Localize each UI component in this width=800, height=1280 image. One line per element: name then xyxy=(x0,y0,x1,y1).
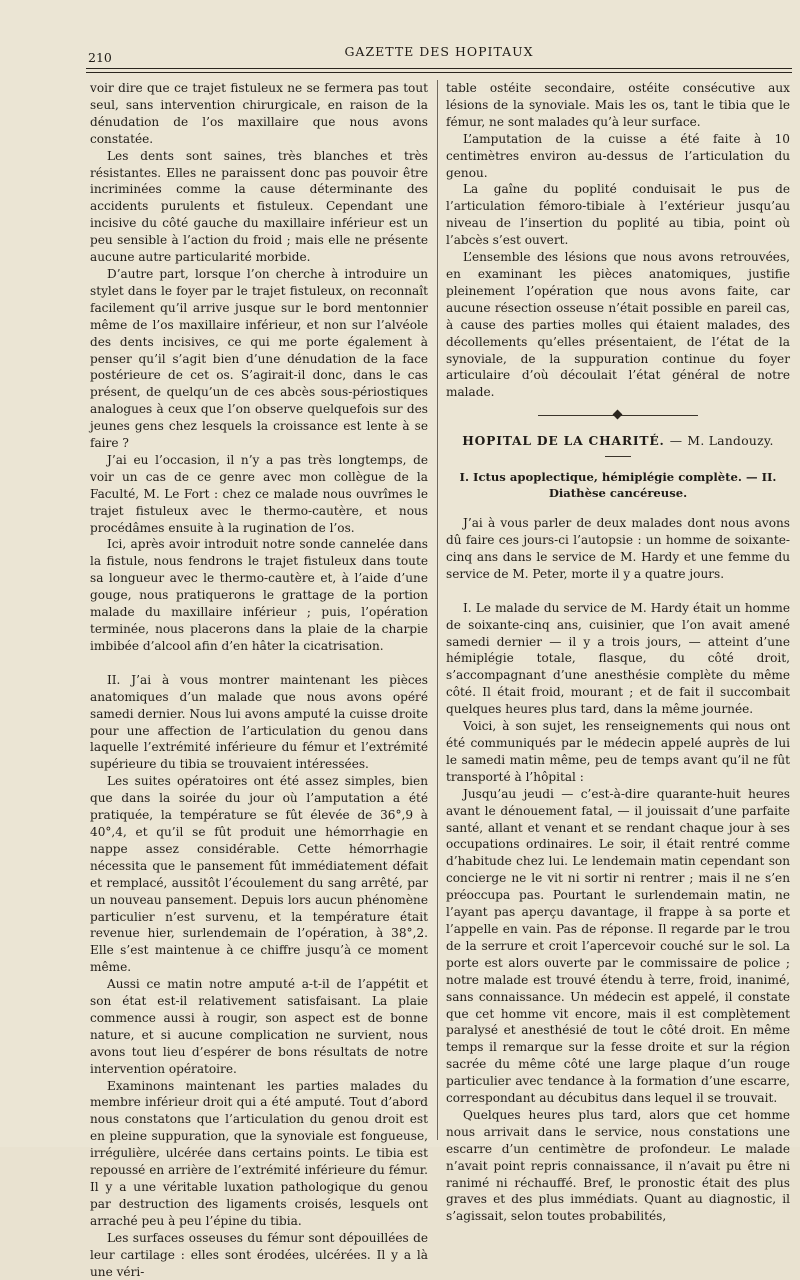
paragraph: Voici, à son sujet, les renseignements qui nous ont été communiqués par le médecin appelé auprès de lui le samedi matin même, peu de temps avant qu’il ne fût transporté à l’hôpital : xyxy=(446,719,790,784)
right-column xyxy=(446,80,790,1225)
paragraph: II. J’ai à vous montrer maintenant les pièces anatomiques d’un malade que nous avons opéré samedi dernier. Nous lui avons amputé la cuisse droite pour une affection de l’articulation du genou dans laquelle l’extrémité inférieure du fémur et l’extrémité supérieure du tibia se trouvaient intéressées. xyxy=(90,672,428,772)
paragraph: Ici, après avoir introduit notre sonde cannelée dans la fistule, nous fendrons le trajet fistuleux dans toute sa longueur avec le thermo-cautère et, à l’aide d’une gouge, nous pratiquerons le grattage de la portion malade du maxillaire inférieur ; puis, l’opération terminée, nous placerons dans la plaie de la charpie imbibée d’alcool afin d’en hâter la cicatrisation. xyxy=(90,537,428,653)
hospital-heading xyxy=(446,433,790,450)
doctor-name: M. Landouzy. xyxy=(687,434,774,449)
diamond-icon xyxy=(613,410,623,420)
left-column xyxy=(90,80,428,1280)
heading-dash: — xyxy=(669,434,683,449)
paragraph: Les surfaces osseuses du fémur sont dépouillées de leur cartilage : elles sont érodées, ulcérées. Il y a là une véri- xyxy=(90,1230,428,1279)
journal-title: GAZETTE DES HOPITAUX xyxy=(344,44,534,59)
paragraph: Quelques heures plus tard, alors que cet homme nous arrivait dans le service, nous constations une escarre d’un centimètre de profondeur. Le malade n’avait point repris connaissance, il n’avait pu être ni ranimé ni réchauffé. Bref, le pronostic était des plus graves et des plus immédiats. Quant au diagnostic, il s’agissait, selon toutes probabilités, xyxy=(446,1107,790,1224)
header-rule-top xyxy=(86,68,792,69)
section-ornament xyxy=(446,405,790,427)
paragraph: L’amputation de la cuisse a été faite à 10 centimètres environ au-dessus de l’articulation du genou. xyxy=(446,131,790,180)
paragraph: J’ai eu l’occasion, il n’y a pas très longtemps, de voir un cas de ce genre avec mon collègue de la Faculté, M. Le Fort : chez ce malade nous ouvrîmes le trajet fistuleux avec le thermo-cautère, et nous procédâmes ensuite à la rugination de l’os. xyxy=(90,452,428,535)
hospital-name: HOPITAL DE LA CHARITÉ. xyxy=(462,433,665,449)
header-rule-bottom xyxy=(86,72,792,73)
column-divider xyxy=(437,80,438,1140)
paragraph: D’autre part, lorsque l’on cherche à introduire un stylet dans le foyer par le trajet fistuleux, on reconnaît facilement qu’il arrive jusque sur le bord mentonnier même de l’os maxillaire inférieur, et non sur l’alvéole des dents incisives, ce qui me porte également à penser qu’il s’agit bien d’une dénudation de la face postérieure de cet os. S’agirait-il donc, dans le cas présent, de quelqu’un de ces abcès sous-périostiques analogues à ceux que l’on observe quelquefois sur des jeunes gens chez lesquels la croissance est lente à se faire ? xyxy=(90,266,428,451)
paragraph: Jusqu’au jeudi — c’est-à-dire quarante-huit heures avant le dénouement fatal, — il jouissait d’une parfaite santé, allant et venant et se rendant chaque jour à ses occupations ordinaires. Le soir, il était rentré comme d’habitude chez lui. Le lendemain matin cependant son concierge ne le vit ni sortir ni rentrer ; mais il ne s’en préoccupa pas. Pourtant le surlendemain matin, ne l’ayant pas aperçu davantage, il frappe à sa porte et l’appelle en vain. Pas de réponse. Il regarde par le trou de la serrure et croit l’apercevoir couché sur le sol. La porte est alors ouverte par le commissaire de police ; notre malade est trouvé étendu à terre, froid, inanimé, sans connaissance. Un médecin est appelé, il constate que cet homme vit encore, mais il est complètement paralysé et anesthésié de tout le côté droit. En même temps il remarque sur la fesse droite et sur la région sacrée du même côté une large plaque d’un rouge particulier avec tendance à la formation d’une escarre, correspondant au décubitus dans lequel il se trouvait. xyxy=(446,786,790,1106)
page-header xyxy=(88,44,790,68)
paragraph: J’ai à vous parler de deux malades dont nous avons dû faire ces jours-ci l’autopsie : un homme de soixante-cinq ans dans le service de M. Hardy et une femme du service de M. Peter, morte il y a quatre jours. xyxy=(446,516,790,581)
page-number: 210 xyxy=(88,50,112,65)
paragraph: Aussi ce matin notre amputé a-t-il de l’appétit et son état est-il relativement satisfaisant. La plaie commence aussi à rougir, son aspect est de bonne nature, et si aucune complication ne survient, nous avons tout lieu d’espérer de bons résultats de notre intervention opératoire. xyxy=(90,977,428,1076)
short-rule xyxy=(605,456,631,457)
section-heading: I. Ictus apoplectique, hémiplégie complète. — II. Diathèse cancéreuse. xyxy=(459,470,777,501)
paragraph: Les dents sont saines, très blanches et très résistantes. Elles ne paraissent donc pas pouvoir être incriminées comme la cause déterminante des accidents purulents et fistuleux. Cependant une incisive du côté gauche du maxillaire inférieur est un peu sensible à l’action du froid ; mais elle ne présente aucune autre particularité morbide. xyxy=(90,148,428,265)
paragraph: L’ensemble des lésions que nous avons retrouvées, en examinant les pièces anatomiques, justifie pleinement l’opération que nous avons faite, car aucune résection osseuse n’était possible en pareil cas, à cause des parties molles qui étaient malades, des décollements qu’elles présentaient, de l’état de la synoviale, de la suppuration continue du foyer articulaire d’où découlait l’état général de notre malade. xyxy=(446,250,790,400)
paragraph: table ostéite secondaire, ostéite consécutive aux lésions de la synoviale. Mais les os, tant le tibia que le fémur, ne sont malades qu’à leur surface. xyxy=(446,81,790,129)
paragraph: Les suites opératoires ont été assez simples, bien que dans la soirée du jour où l’amputation a été pratiquée, la température se fût élevée de 36°,9 à 40°,4, et qu’il se fût produit une hémorrhagie en nappe assez considérable. Cette hémorrhagie nécessita que le pansement fût immédiatement défait et remplacé, aussitôt l’écoulement du sang arrêté, par un nouveau pansement. Depuis lors aucun phénomène particulier n’est survenu, et la température était revenue hier, surlendemain de l’opération, à 38°,2. Elle s’est maintenue à ce chiffre jusqu’à ce moment même. xyxy=(90,774,428,975)
paragraph: Examinons maintenant les parties malades du membre inférieur droit qui a été amputé. Tout d’abord nous constatons que l’articulation du genou droit est en pleine suppuration, que la synoviale est fongueuse, irrégulière, ulcérée dans certains points. Le tibia est repoussé en arrière de l’extrémité inférieure du fémur. Il y a une véritable luxation pathologique du genou par destruction des ligaments croisés, lesquels ont arraché peu à peu l’épine du tibia. xyxy=(90,1078,428,1228)
paragraph: La gaîne du poplité conduisait le pus de l’articulation fémoro-tibiale à l’extérieur jusqu’au niveau de l’insertion du poplité au tibia, point où l’abcès s’est ouvert. xyxy=(446,182,790,248)
paragraph: voir dire que ce trajet fistuleux ne se fermera pas tout seul, sans intervention chirurgicale, en raison de la dénudation de l’os maxillaire que nous avons constatée. xyxy=(90,81,428,146)
paragraph: I. Le malade du service de M. Hardy était un homme de soixante-cinq ans, cuisinier, que l’on avait amené samedi dernier — il y a trois jours, — atteint d’une hémiplégie totale, flasque, du côté droit, s’accompagnant d’une anesthésie complète du même côté. Il était froid, mourant ; et de fait il succombait quelques heures plus tard, dans la même journée. xyxy=(446,600,790,717)
